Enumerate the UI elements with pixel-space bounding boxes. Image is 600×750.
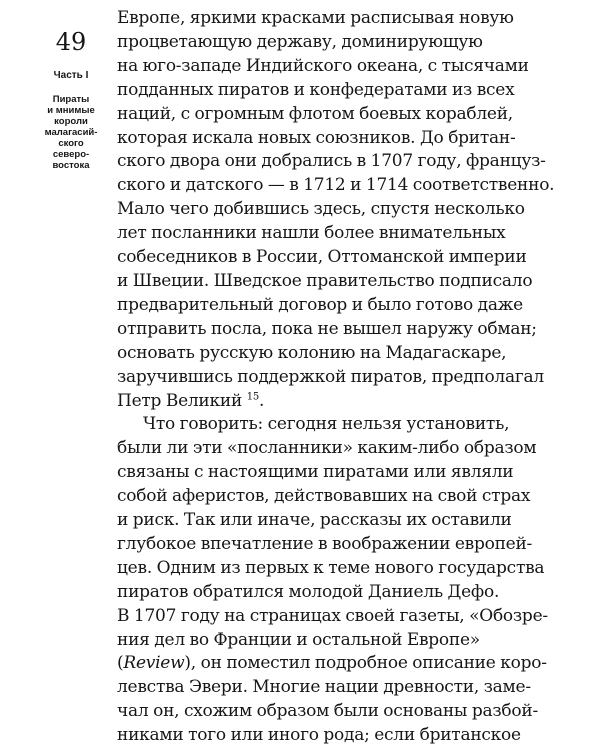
chapter-title-line: ского [58, 138, 84, 149]
text-fragment: Петр Великий [117, 390, 243, 411]
part-label: Часть I [53, 70, 89, 81]
text-line: никами того или иного рода; если британское [117, 725, 521, 746]
text-line: были ли эти «посланники» каким-либо образом [117, 438, 537, 459]
text-line [117, 390, 595, 414]
text-line: предварительный договор и было готово даже [117, 294, 523, 315]
text-line: чал он, схожим образом были основаны разбой- [117, 701, 538, 722]
text-line: ния дел во Франции и остальной Европе» [117, 629, 480, 650]
text-line: собой аферистов, действовавших на свой страх [117, 486, 531, 507]
paragraph-1 [117, 7, 595, 413]
page-number: 49 [55, 28, 87, 56]
paragraph-2 [117, 413, 595, 748]
text-line: подданных пиратов и конфедератами из всех [117, 79, 515, 100]
text-line: и риск. Так или иначе, рассказы их оставили [117, 510, 512, 531]
text-line: собеседников в России, Оттоманской империи [117, 247, 527, 268]
text-fragment: ( [117, 653, 124, 674]
chapter-title-line: Пираты [52, 94, 90, 105]
body-text [117, 7, 595, 748]
chapter-title-line: малагасий- [44, 127, 98, 138]
text-line [117, 652, 595, 676]
text-line: Что говорить: сегодня нельзя установить, [143, 414, 510, 435]
text-line: заручившись поддержкой пиратов, предполагал [117, 366, 544, 387]
text-fragment: ), он поместил подробное описание коро- [184, 653, 547, 674]
text-line: связаны с настоящими пиратами или являли [117, 462, 514, 483]
text-line: ского двора они добрались в 1707 году, француз- [117, 151, 546, 172]
text-line: и Швеции. Шведское правительство подписало [117, 270, 533, 291]
chapter-title [40, 94, 102, 171]
text-line: основать русскую колонию на Мадагаскаре, [117, 342, 507, 363]
text-line: процветающую державу, доминирующую [117, 31, 483, 52]
text-line: наций, с огромным флотом боевых кораблей, [117, 103, 513, 124]
text-line: пиратов обратился молодой Даниель Дефо. [117, 581, 500, 602]
review-title: Review [123, 653, 185, 674]
text-line: лет посланники нашли более внимательных [117, 223, 506, 244]
chapter-title-line: востока [52, 160, 90, 171]
text-line: отправить посла, пока не вышел наружу обман; [117, 318, 537, 339]
text-line: на юго-западе Индийского океана, с тысячами [117, 55, 529, 76]
text-line: цев. Одним из первых к теме нового государства [117, 557, 545, 578]
text-line: глубокое впечатление в воображении европей- [117, 533, 533, 554]
text-line: Мало чего добившись здесь, спустя несколько [117, 199, 525, 220]
footnote-reference[interactable]: 15 [246, 390, 259, 402]
text-line: В 1707 году на страницах своей газеты, «Обозре- [117, 605, 548, 626]
text-line: левства Эвери. Многие нации древности, заме- [117, 677, 531, 698]
text-line: ского и датского — в 1712 и 1714 соответственно. [117, 175, 555, 196]
chapter-title-line: и мнимые [47, 105, 95, 116]
text-line: Европе, яркими красками расписывая новую [117, 8, 514, 28]
margin-column [40, 28, 102, 171]
text-fragment: . [258, 390, 265, 411]
text-line: которая искала новых союзников. До британ- [117, 127, 516, 148]
chapter-title-line: короли [54, 116, 88, 127]
chapter-title-line: северо- [52, 149, 90, 160]
